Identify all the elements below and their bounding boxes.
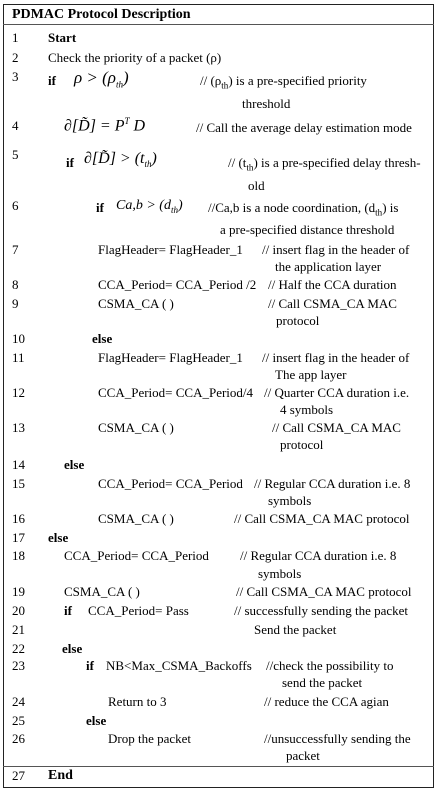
line-number: 6 <box>12 198 19 213</box>
line-number: 22 <box>12 641 25 656</box>
csma-call-stmt: CSMA_CA ( ) <box>64 584 140 599</box>
line-number: 1 <box>12 30 19 45</box>
delay-estimation-comment: // Call the average delay estimation mode <box>196 120 412 135</box>
backoff-comment: //check the possibility to <box>266 658 394 673</box>
csma-call-comment-cont: protocol <box>276 313 320 328</box>
line-number: 15 <box>12 476 25 491</box>
cca-regular-comment: // Regular CCA duration i.e. 8 <box>254 476 411 491</box>
delay-estimation-expr: ∂[D̃] = $P^T$ D <box>64 116 146 135</box>
line-number: 16 <box>12 511 25 526</box>
algorithm-title: PDMAC Protocol Description <box>12 7 191 22</box>
csma-call-comment-cont: protocol <box>280 437 324 452</box>
line-number: 13 <box>12 420 25 435</box>
if-keyword: if <box>86 658 94 673</box>
priority-comment: // $(\rho_{th})$ is a pre-specified priority <box>200 73 367 91</box>
cca-pass-condition: CCA_Period= Pass <box>88 603 189 618</box>
priority-condition: $\rho > (\rho_{th})$ <box>74 68 129 90</box>
return-comment: // reduce the CCA agian <box>264 694 389 709</box>
cca-regular-comment: // Regular CCA duration i.e. 8 <box>240 548 397 563</box>
line-number: 19 <box>12 584 25 599</box>
cca-half-stmt: CCA_Period= CCA_Period /2 <box>98 277 257 292</box>
cca-half-comment: // Half the CCA duration <box>268 277 397 292</box>
else-keyword: else <box>64 457 85 472</box>
else-keyword: else <box>86 713 107 728</box>
line-number: 3 <box>12 69 19 84</box>
line-number: 14 <box>12 457 25 472</box>
cca-regular-stmt: CCA_Period= CCA_Period <box>64 548 209 563</box>
csma-call-comment: // Call CSMA_CA MAC <box>272 420 401 435</box>
bottom-divider <box>3 766 434 767</box>
line-number: 23 <box>12 658 25 673</box>
csma-call-stmt: CSMA_CA ( ) <box>98 420 174 435</box>
send-packet-stmt: Send the packet <box>254 622 337 637</box>
delay-comment-cont: old <box>248 178 265 193</box>
csma-call-stmt: CSMA_CA ( ) <box>98 296 174 311</box>
csma-call-stmt: CSMA_CA ( ) <box>98 511 174 526</box>
cca-regular-comment-cont: symbols <box>258 566 302 581</box>
else-keyword: else <box>92 331 113 346</box>
csma-call-comment: // Call CSMA_CA MAC protocol <box>234 511 410 526</box>
drop-comment-cont: packet <box>286 748 320 763</box>
line-number: 20 <box>12 603 25 618</box>
distance-comment: //Ca,b is a node coordination, $(d_{th})$ is <box>208 200 399 218</box>
delay-condition: ∂[D̃] > $(t_{th})$ <box>84 150 157 170</box>
line-number: 21 <box>12 622 25 637</box>
return-stmt: Return to 3 <box>108 694 167 709</box>
cca-quarter-comment-cont: 4 symbols <box>280 402 334 417</box>
start-keyword: Start <box>48 30 77 45</box>
line-number: 11 <box>12 350 25 365</box>
line-number: 26 <box>12 731 25 746</box>
if-keyword: if <box>66 155 74 170</box>
distance-condition: $Ca,b > (d_{th})$ <box>116 198 183 215</box>
distance-comment-cont: a pre-specified distance threshold <box>220 222 395 237</box>
check-priority-line: Check the priority of a packet (ρ) <box>48 50 222 65</box>
flag-header-comment: // insert flag in the header of <box>262 350 410 365</box>
if-keyword: if <box>48 73 56 88</box>
title-divider <box>3 24 434 25</box>
line-number: 25 <box>12 713 25 728</box>
line-number: 8 <box>12 277 19 292</box>
cca-regular-stmt: CCA_Period= CCA_Period <box>98 476 243 491</box>
end-keyword: End <box>48 768 73 783</box>
line-number: 9 <box>12 296 19 311</box>
flag-header-comment-cont: The app layer <box>275 367 347 382</box>
line-number: 2 <box>12 50 19 65</box>
else-keyword: else <box>62 641 83 656</box>
line-number: 4 <box>12 118 19 133</box>
drop-comment: //unsuccessfully sending the <box>264 731 411 746</box>
success-comment: // successfully sending the packet <box>234 603 409 618</box>
flag-header-comment: // insert flag in the header of <box>262 242 410 257</box>
cca-quarter-comment: // Quarter CCA duration i.e. <box>264 385 410 400</box>
drop-packet-stmt: Drop the packet <box>108 731 192 746</box>
csma-call-comment: // Call CSMA_CA MAC <box>268 296 397 311</box>
flag-header-stmt: FlagHeader= FlagHeader_1 <box>98 242 243 257</box>
cca-quarter-stmt: CCA_Period= CCA_Period/4 <box>98 385 254 400</box>
flag-header-stmt: FlagHeader= FlagHeader_1 <box>98 350 243 365</box>
csma-call-comment: // Call CSMA_CA MAC protocol <box>236 584 412 599</box>
if-keyword: if <box>64 603 72 618</box>
priority-comment-cont: threshold <box>242 96 291 111</box>
line-number: 10 <box>12 331 25 346</box>
line-number: 24 <box>12 694 25 709</box>
if-keyword: if <box>96 200 104 215</box>
line-number: 27 <box>12 768 25 783</box>
line-number: 18 <box>12 548 25 563</box>
line-number: 17 <box>12 530 25 545</box>
backoff-condition: NB<Max_CSMA_Backoffs <box>106 658 252 673</box>
delay-comment: // $(t_{th})$ is a pre-specified delay thresh- <box>228 155 421 173</box>
flag-header-comment-cont: the application layer <box>275 259 382 274</box>
backoff-comment-cont: send the packet <box>282 675 363 690</box>
line-number: 12 <box>12 385 25 400</box>
cca-regular-comment-cont: symbols <box>268 493 312 508</box>
line-number: 5 <box>12 147 19 162</box>
else-keyword: else <box>48 530 69 545</box>
line-number: 7 <box>12 242 19 257</box>
